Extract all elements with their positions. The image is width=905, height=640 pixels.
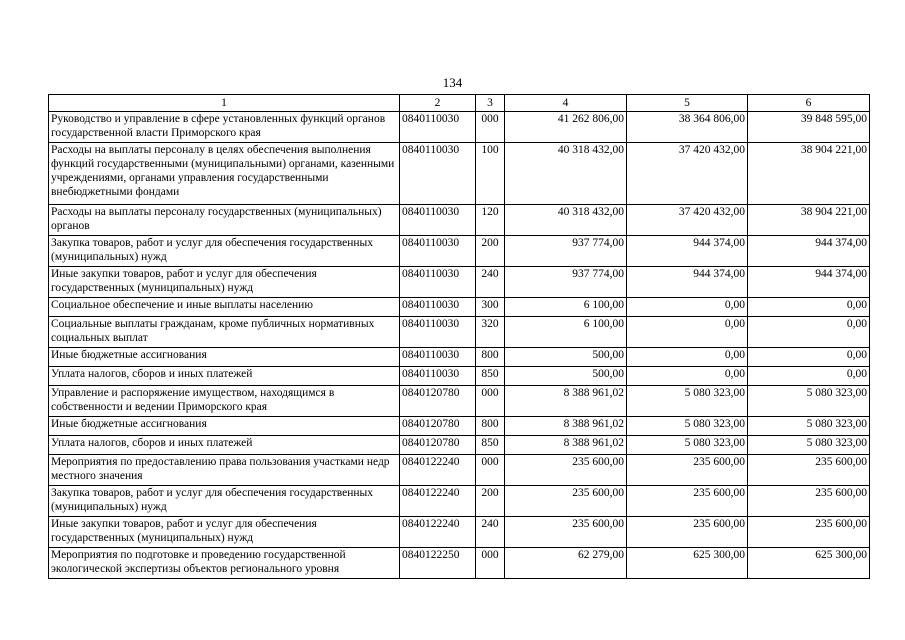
- expense-name: Иные бюджетные ассигнования: [49, 348, 400, 367]
- column-header-4: 4: [505, 95, 627, 112]
- expense-type-code: 800: [476, 417, 505, 436]
- table-header-row: [49, 95, 870, 112]
- expense-name: Мероприятия по подготовке и проведению государственной экологической экспертизы объектов регионального уровня: [49, 548, 400, 579]
- table-row: [49, 112, 870, 143]
- expense-type-code: 200: [476, 486, 505, 517]
- table-row: [49, 386, 870, 417]
- amount-col-4: 40 318 432,00: [505, 143, 627, 205]
- amount-col-5: 5 080 323,00: [627, 417, 748, 436]
- expense-type-code: 000: [476, 112, 505, 143]
- amount-col-6: 5 080 323,00: [748, 417, 870, 436]
- table-row: [49, 267, 870, 298]
- expense-type-code: 100: [476, 143, 505, 205]
- target-article-code: 0840110030: [400, 298, 476, 317]
- expense-name: Управление и распоряжение имуществом, находящимся в собственности и ведении Приморского края: [49, 386, 400, 417]
- amount-col-4: 937 774,00: [505, 267, 627, 298]
- table-row: [49, 455, 870, 486]
- amount-col-6: 5 080 323,00: [748, 436, 870, 455]
- expense-name: Иные закупки товаров, работ и услуг для обеспечения государственных (муниципальных) нужд: [49, 267, 400, 298]
- expense-type-code: 850: [476, 367, 505, 386]
- target-article-code: 0840110030: [400, 348, 476, 367]
- amount-col-6: 0,00: [748, 367, 870, 386]
- amount-col-6: 235 600,00: [748, 517, 870, 548]
- amount-col-5: 37 420 432,00: [627, 205, 748, 236]
- column-header-2: 2: [400, 95, 476, 112]
- amount-col-5: 5 080 323,00: [627, 436, 748, 455]
- expense-name: Уплата налогов, сборов и иных платежей: [49, 367, 400, 386]
- column-header-1: 1: [49, 95, 400, 112]
- target-article-code: 0840120780: [400, 386, 476, 417]
- column-header-5: 5: [627, 95, 748, 112]
- amount-col-4: 40 318 432,00: [505, 205, 627, 236]
- target-article-code: 0840120780: [400, 417, 476, 436]
- amount-col-5: 0,00: [627, 317, 748, 348]
- expense-type-code: 850: [476, 436, 505, 455]
- expense-name: Иные бюджетные ассигнования: [49, 417, 400, 436]
- amount-col-6: 0,00: [748, 298, 870, 317]
- target-article-code: 0840110030: [400, 143, 476, 205]
- amount-col-5: 38 364 806,00: [627, 112, 748, 143]
- expense-name: Иные закупки товаров, работ и услуг для обеспечения государственных (муниципальных) нужд: [49, 517, 400, 548]
- amount-col-4: 235 600,00: [505, 455, 627, 486]
- amount-col-4: 6 100,00: [505, 298, 627, 317]
- amount-col-5: 0,00: [627, 367, 748, 386]
- amount-col-5: 625 300,00: [627, 548, 748, 579]
- target-article-code: 0840110030: [400, 112, 476, 143]
- amount-col-4: 8 388 961,02: [505, 417, 627, 436]
- expense-type-code: 240: [476, 517, 505, 548]
- amount-col-6: 5 080 323,00: [748, 386, 870, 417]
- page-number: 134: [442, 75, 463, 90]
- expense-name: Социальные выплаты гражданам, кроме публичных нормативных социальных выплат: [49, 317, 400, 348]
- budget-table: [48, 94, 870, 579]
- column-header-6: 6: [748, 95, 870, 112]
- table-row: [49, 417, 870, 436]
- amount-col-5: 235 600,00: [627, 455, 748, 486]
- target-article-code: 0840120780: [400, 436, 476, 455]
- target-article-code: 0840122240: [400, 455, 476, 486]
- table-body: [49, 112, 870, 579]
- expense-type-code: 240: [476, 267, 505, 298]
- expense-type-code: 320: [476, 317, 505, 348]
- table-row: [49, 436, 870, 455]
- target-article-code: 0840110030: [400, 205, 476, 236]
- amount-col-5: 235 600,00: [627, 517, 748, 548]
- amount-col-4: 62 279,00: [505, 548, 627, 579]
- expense-type-code: 120: [476, 205, 505, 236]
- expense-name: Расходы на выплаты персоналу в целях обеспечения выполнения функций государственными (муниципальными) органами, казенными учреждениями, органами управления государственными внебюджетными фондами: [49, 143, 400, 205]
- amount-col-6: 235 600,00: [748, 455, 870, 486]
- amount-col-6: 625 300,00: [748, 548, 870, 579]
- expense-type-code: 000: [476, 455, 505, 486]
- amount-col-4: 937 774,00: [505, 236, 627, 267]
- amount-col-4: 500,00: [505, 348, 627, 367]
- target-article-code: 0840110030: [400, 367, 476, 386]
- table-row: [49, 317, 870, 348]
- expense-type-code: 000: [476, 386, 505, 417]
- target-article-code: 0840110030: [400, 317, 476, 348]
- expense-name: Мероприятия по предоставлению права пользования участками недр местного значения: [49, 455, 400, 486]
- column-header-3: 3: [476, 95, 505, 112]
- table-row: [49, 486, 870, 517]
- expense-type-code: 300: [476, 298, 505, 317]
- amount-col-6: 944 374,00: [748, 267, 870, 298]
- expense-name: Расходы на выплаты персоналу государственных (муниципальных) органов: [49, 205, 400, 236]
- amount-col-6: 0,00: [748, 317, 870, 348]
- amount-col-5: 0,00: [627, 348, 748, 367]
- amount-col-5: 37 420 432,00: [627, 143, 748, 205]
- table-row: [49, 367, 870, 386]
- amount-col-5: 0,00: [627, 298, 748, 317]
- amount-col-6: 38 904 221,00: [748, 143, 870, 205]
- target-article-code: 0840122240: [400, 517, 476, 548]
- amount-col-4: 6 100,00: [505, 317, 627, 348]
- expense-name: Закупка товаров, работ и услуг для обеспечения государственных (муниципальных) нужд: [49, 236, 400, 267]
- amount-col-4: 500,00: [505, 367, 627, 386]
- expense-name: Социальное обеспечение и иные выплаты населению: [49, 298, 400, 317]
- amount-col-5: 944 374,00: [627, 267, 748, 298]
- table-row: [49, 517, 870, 548]
- amount-col-4: 235 600,00: [505, 517, 627, 548]
- table-row: [49, 298, 870, 317]
- table-row: [49, 348, 870, 367]
- amount-col-6: 38 904 221,00: [748, 205, 870, 236]
- amount-col-4: 235 600,00: [505, 486, 627, 517]
- amount-col-6: 944 374,00: [748, 236, 870, 267]
- amount-col-4: 41 262 806,00: [505, 112, 627, 143]
- expense-type-code: 000: [476, 548, 505, 579]
- amount-col-5: 235 600,00: [627, 486, 748, 517]
- target-article-code: 0840110030: [400, 236, 476, 267]
- amount-col-6: 39 848 595,00: [748, 112, 870, 143]
- target-article-code: 0840122250: [400, 548, 476, 579]
- amount-col-5: 944 374,00: [627, 236, 748, 267]
- table-row: [49, 236, 870, 267]
- amount-col-6: 235 600,00: [748, 486, 870, 517]
- table-row: [49, 548, 870, 579]
- amount-col-6: 0,00: [748, 348, 870, 367]
- amount-col-4: 8 388 961,02: [505, 386, 627, 417]
- expense-name: Закупка товаров, работ и услуг для обеспечения государственных (муниципальных) нужд: [49, 486, 400, 517]
- target-article-code: 0840122240: [400, 486, 476, 517]
- target-article-code: 0840110030: [400, 267, 476, 298]
- expense-type-code: 800: [476, 348, 505, 367]
- amount-col-4: 8 388 961,02: [505, 436, 627, 455]
- expense-name: Уплата налогов, сборов и иных платежей: [49, 436, 400, 455]
- expense-type-code: 200: [476, 236, 505, 267]
- table-row: [49, 143, 870, 205]
- table-row: [49, 205, 870, 236]
- amount-col-5: 5 080 323,00: [627, 386, 748, 417]
- expense-name: Руководство и управление в сфере установленных функций органов государственной власти Приморского края: [49, 112, 400, 143]
